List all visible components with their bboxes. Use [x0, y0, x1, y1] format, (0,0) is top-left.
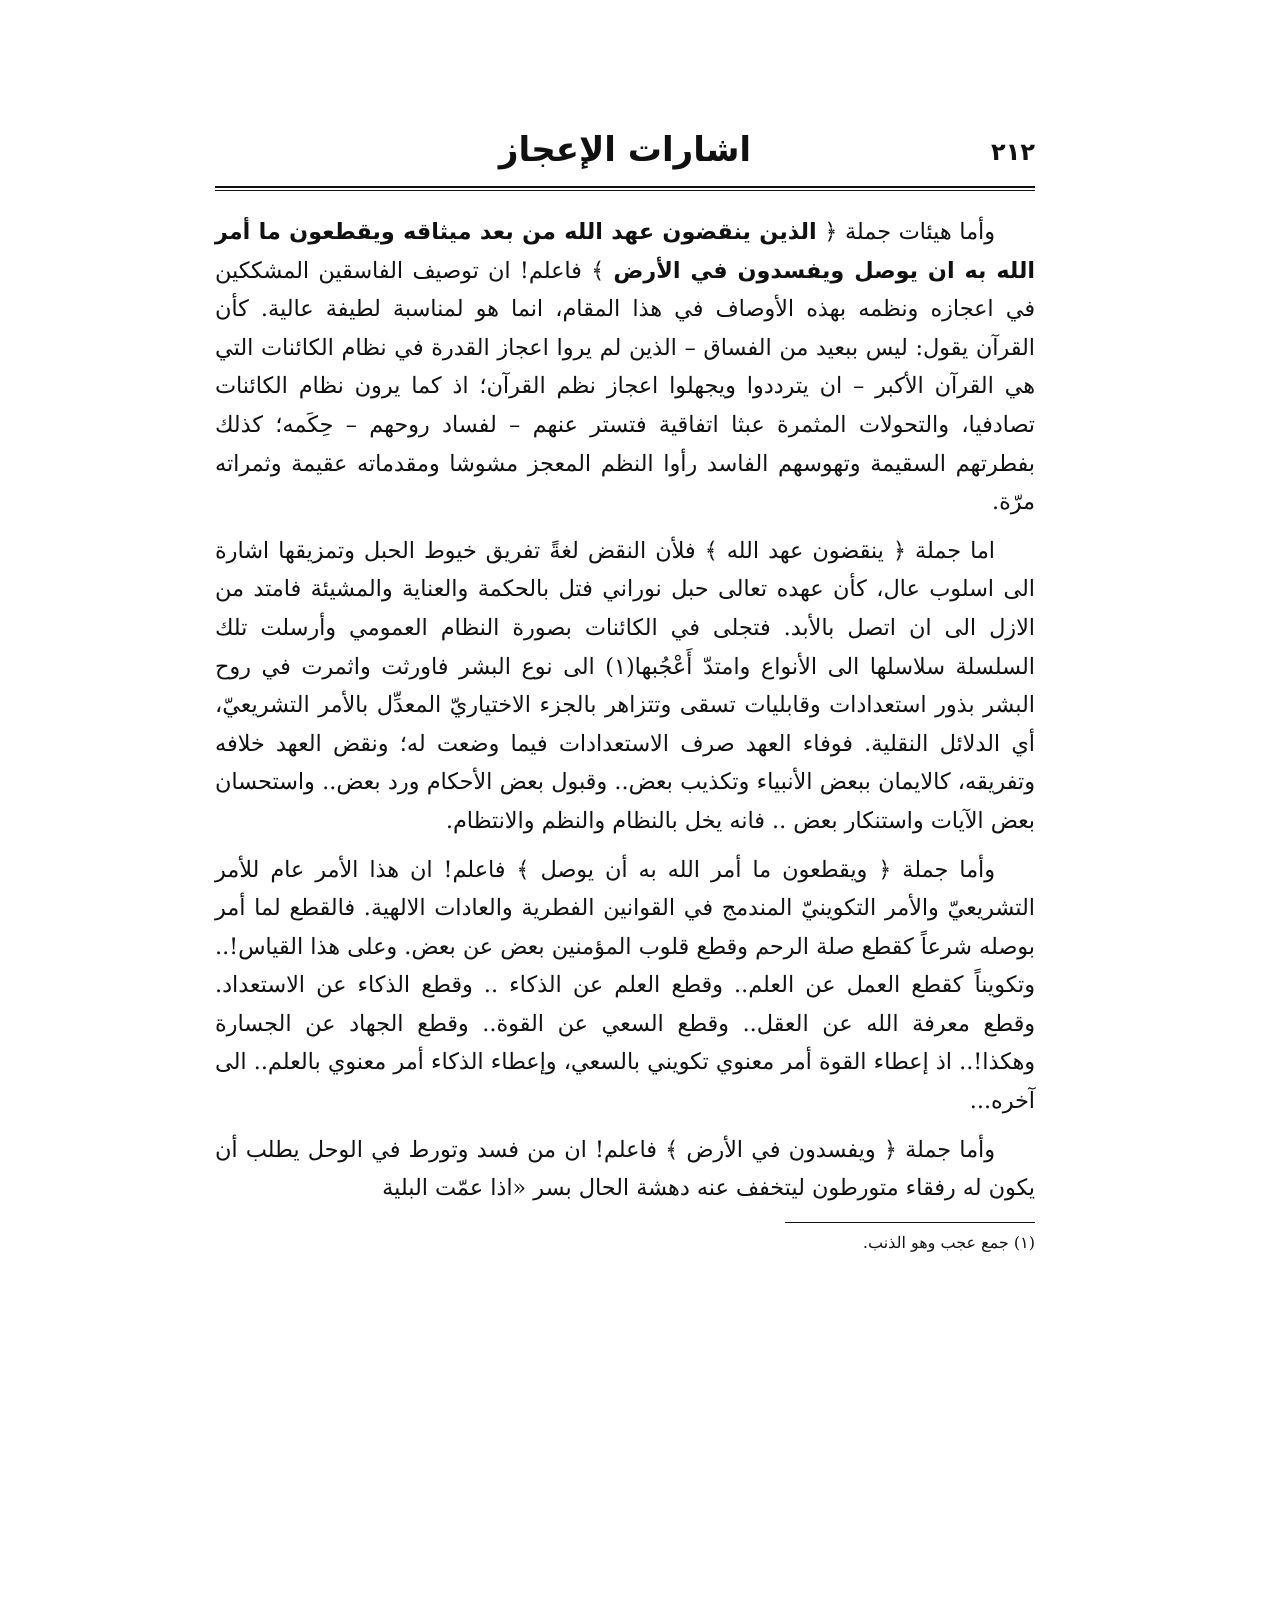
footnote-divider [785, 1222, 1035, 1223]
page-number: ٢١٢ [991, 138, 1035, 166]
paragraph-3: وأما جملة ﴿ ويقطعون ما أمر الله به أن يوصل ﴾ فاعلم! ان هذا الأمر عام للأمر التشريعيّ والأمر التكوينيّ المندمج في القوانين الفطرية والعادات الالهية. فالقطع لما أمر بوصله شرعاً كقطع صلة الرحم وقطع قلوب المؤمنين بعض عن بعض. وعلى هذا القياس!.. وتكويناً كقطع العمل عن العلم.. وقطع العلم عن الذكاء .. وقطع الذكاء عن الاستعداد. وقطع معرفة الله عن العقل.. وقطع السعي عن القوة.. وقطع الجهاد عن الجسارة وهكذا!.. اذ إعطاء القوة أمر معنوي تكويني بالسعي، وإعطاء الذكاء أمر معنوي بالعلم.. الى آخره... [215, 856, 1035, 1115]
footnote: (١) جمع عجب وهو الذنب. [862, 1232, 1035, 1252]
paragraph-4: وأما جملة ﴿ ويفسدون في الأرض ﴾ فاعلم! ان من فسد وتورط في الوحل يطلب أن يكون له رفقاء متورطون ليتخفف عنه دهشة الحال بسر «اذا عمّت البلية [215, 1136, 1035, 1202]
paragraph-1-lead: وأما هيئات جملة ﴿ [816, 219, 995, 245]
document-page [215, 130, 1035, 1255]
paragraph-1 [215, 213, 1035, 522]
body-text [215, 213, 1035, 1208]
page-header [215, 130, 1035, 182]
header-divider [215, 186, 1035, 191]
paragraph-1-quote: الذين ينقضون عهد الله من بعد ميثاقه ويقطعون ما أمر الله به ان يوصل ويفسدون في الأرض [215, 219, 1035, 284]
book-title: اشارات الإعجاز [498, 130, 752, 170]
paragraph-2: اما جملة ﴿ ينقضون عهد الله ﴾ فلأن النقض لغةً تفريق خيوط الحبل وتمزيقها اشارة الى اسلوب عال، كأن عهده تعالى حبل نوراني فتل بالحكمة والعناية والمشيئة فامتد من الازل الى ان اتصل بالأبد. فتجلى في الكائنات بصورة النظام العمومي وأرسلت تلك السلسلة سلاسلها الى الأنواع وامتدّ أَعْجُبها(١) الى نوع البشر فاورثت واثمرت في روح البشر بذور استعدادات وقابليات تسقى وتتزاهر بالجزء الاختياريّ المعدِّل بالأمر التشريعيّ، أي الدلائل النقلية. فوفاء العهد صرف الاستعدادات فيما وضعت له؛ ونقض العهد خلافه وتفريقه، كالايمان ببعض الأنبياء وتكذيب بعض.. وقبول بعض الأحكام ورد بعض.. واستحسان بعض الآيات واستنكار بعض .. فانه يخل بالنظام والنظم والانتظام. [215, 537, 1036, 834]
paragraph-1-rest: ﴾ فاعلم! ان توصيف الفاسقين المشككين في اعجازه ونظمه بهذه الأوصاف في هذا المقام، انما هو لمناسبة لطيفة عالية. كأن القرآن يقول: ليس ببعيد من الفساق – الذين لم يروا اعجاز القدرة في نظام الكائنات التي هي القرآن الأكبر – ان يترددوا ويجهلوا اعجاز نظم القرآن؛ اذ كما يرون نظام الكائنات تصادفيا، والتحولات المثمرة عبثا اتفاقية فتستر عنهم – لفساد روحهم – حِكَمه؛ كذلك بفطرتهم السقيمة وتهوسهم الفاسد رأوا النظم المعجز مشوشا ومقدماته عقيمة وثمراته مرّة. [215, 257, 1035, 516]
